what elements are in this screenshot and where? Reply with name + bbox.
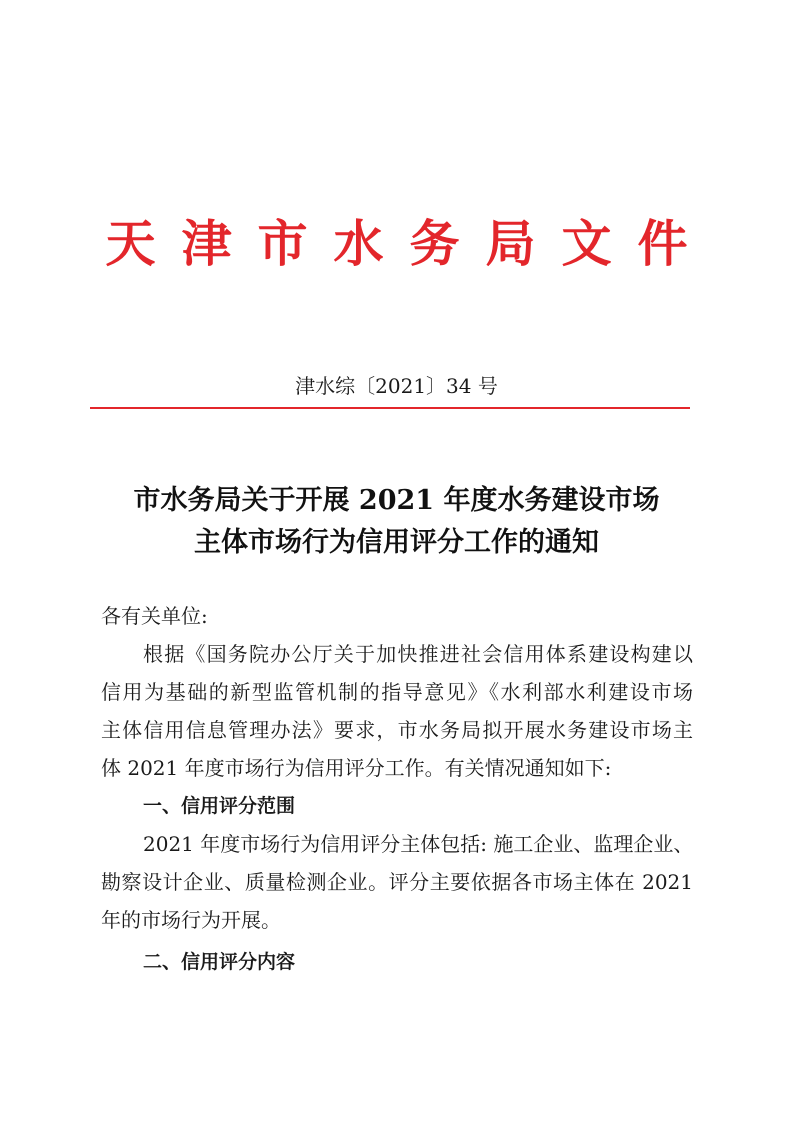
document-body: [101, 597, 693, 981]
paragraph-2-line-2: 勘察设计企业、质量检测企业。评分主要依据各市场主体在 2021: [101, 870, 693, 894]
paragraph-1-line-1: 根据《国务院办公厅关于加快推进社会信用体系建设构建以: [143, 642, 693, 666]
salutation: 各有关单位:: [101, 604, 208, 628]
red-divider-line: [90, 407, 690, 409]
section-heading-1: 一、信用评分范围: [143, 795, 296, 817]
document-number: 津水综〔2021〕34 号: [295, 374, 498, 398]
document-title-line-2: 主体市场行为信用评分工作的通知: [194, 527, 599, 558]
paragraph-2-line-1: 2021 年度市场行为信用评分主体包括: 施工企业、监理企业、: [143, 832, 694, 856]
paragraph-2-line-3: 年的市场行为开展。: [101, 908, 281, 932]
document-title-line-1: 市水务局关于开展 2021 年度水务建设市场: [133, 485, 660, 516]
paragraph-1-line-4: 体 2021 年度市场行为信用评分工作。有关情况通知如下:: [101, 756, 612, 780]
paragraph-1-line-3: 主体信用信息管理办法》要求，市水务局拟开展水务建设市场主: [101, 718, 693, 742]
section-heading-2: 二、信用评分内容: [143, 951, 296, 973]
document-header-organization: 天津市水务局文件: [105, 214, 714, 273]
paragraph-1-line-2: 信用为基础的新型监管机制的指导意见》《水利部水利建设市场: [101, 680, 693, 704]
document-title: [0, 480, 793, 564]
